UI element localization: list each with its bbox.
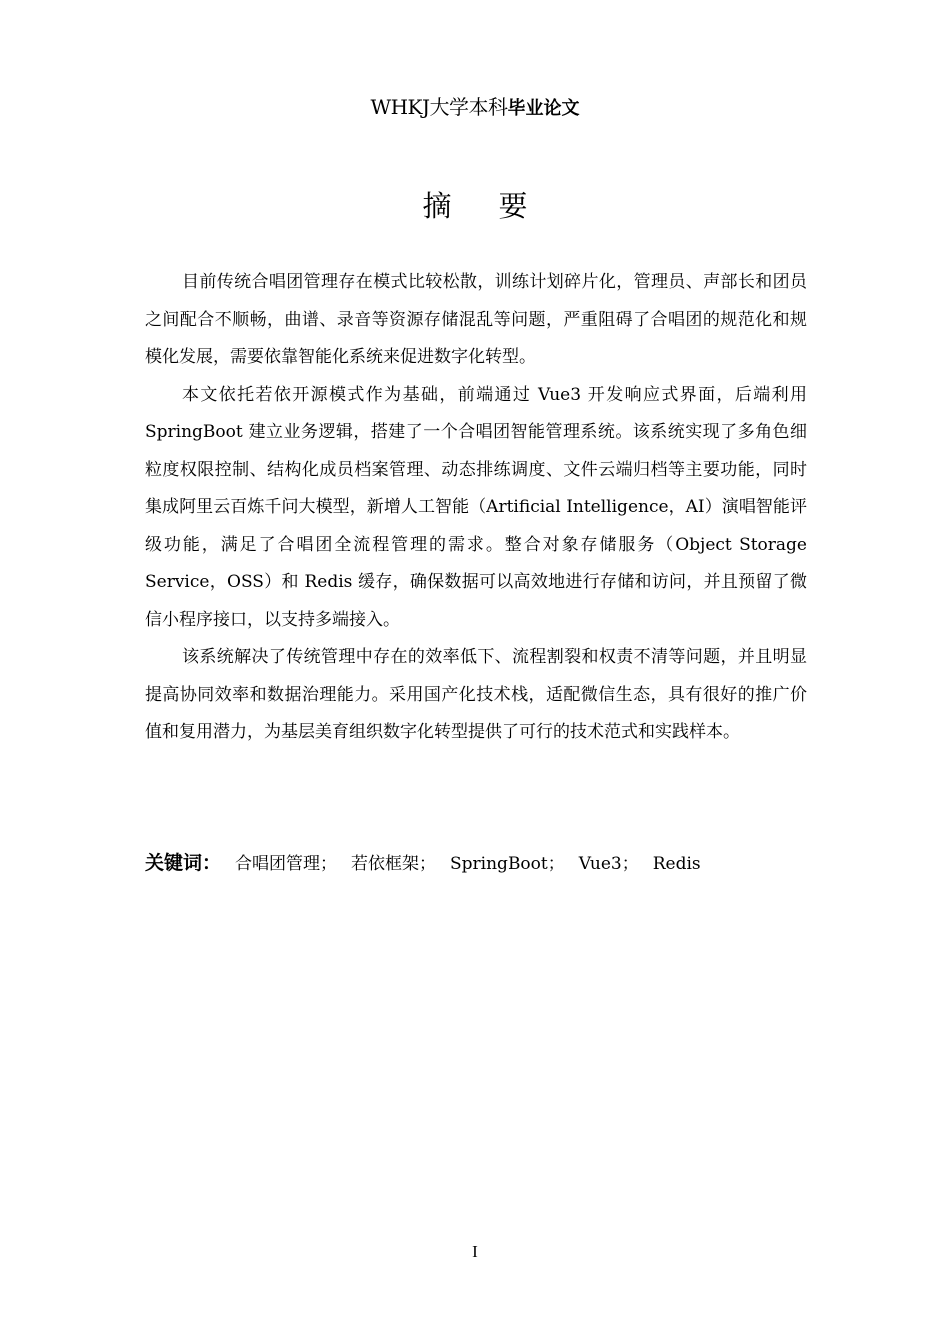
abstract-body (145, 264, 807, 752)
page-header (0, 92, 950, 124)
page-number: I (472, 1242, 478, 1261)
header-doc-type: 毕业论文 (507, 98, 580, 119)
keywords-line (145, 846, 807, 881)
keyword-item: Vue3； (578, 854, 639, 874)
abstract-paragraph: 该系统解决了传统管理中存在的效率低下、流程割裂和权责不清等问题，并且明显提高协同效率和数据治理能力。采用国产化技术栈，适配微信生态，具有很好的推广价值和复用潜力，为基层美育组织数字化转型提供了可行的技术范式和实践样本。 (145, 647, 807, 742)
keyword-item: Redis (652, 854, 701, 874)
keyword-item: 若依框架； (351, 854, 437, 874)
keyword-item: SpringBoot； (450, 854, 565, 874)
keywords-label: 关键词： (145, 852, 222, 874)
abstract-paragraph: 本文依托若依开源模式作为基础，前端通过 Vue3 开发响应式界面，后端利用 SpringBoot 建立业务逻辑，搭建了一个合唱团智能管理系统。该系统实现了多角色细粒度权限控制、结构化成员档案管理、动态排练调度、文件云端归档等主要功能，同时集成阿里云百炼千问大模型，新增人工智能（Artificial Intelligence，AI）演唱智能评级功能，满足了合唱团全流程管理的需求。整合对象存储服务（Object Storage Service，OSS）和 Redis 缓存，确保数据可以高效地进行存储和访问，并且预留了微信小程序接口，以支持多端接入。 (145, 384, 807, 630)
keyword-item: 合唱团管理； (235, 854, 338, 874)
abstract-title: 摘要 (422, 189, 575, 223)
header-school: WHKJ大学本科 (370, 95, 508, 119)
abstract-paragraph: 目前传统合唱团管理存在模式比较松散，训练计划碎片化，管理员、声部长和团员之间配合不顺畅，曲谱、录音等资源存储混乱等问题，严重阻碍了合唱团的规范化和规模化发展，需要依靠智能化系统来促进数字化转型。 (145, 272, 807, 367)
